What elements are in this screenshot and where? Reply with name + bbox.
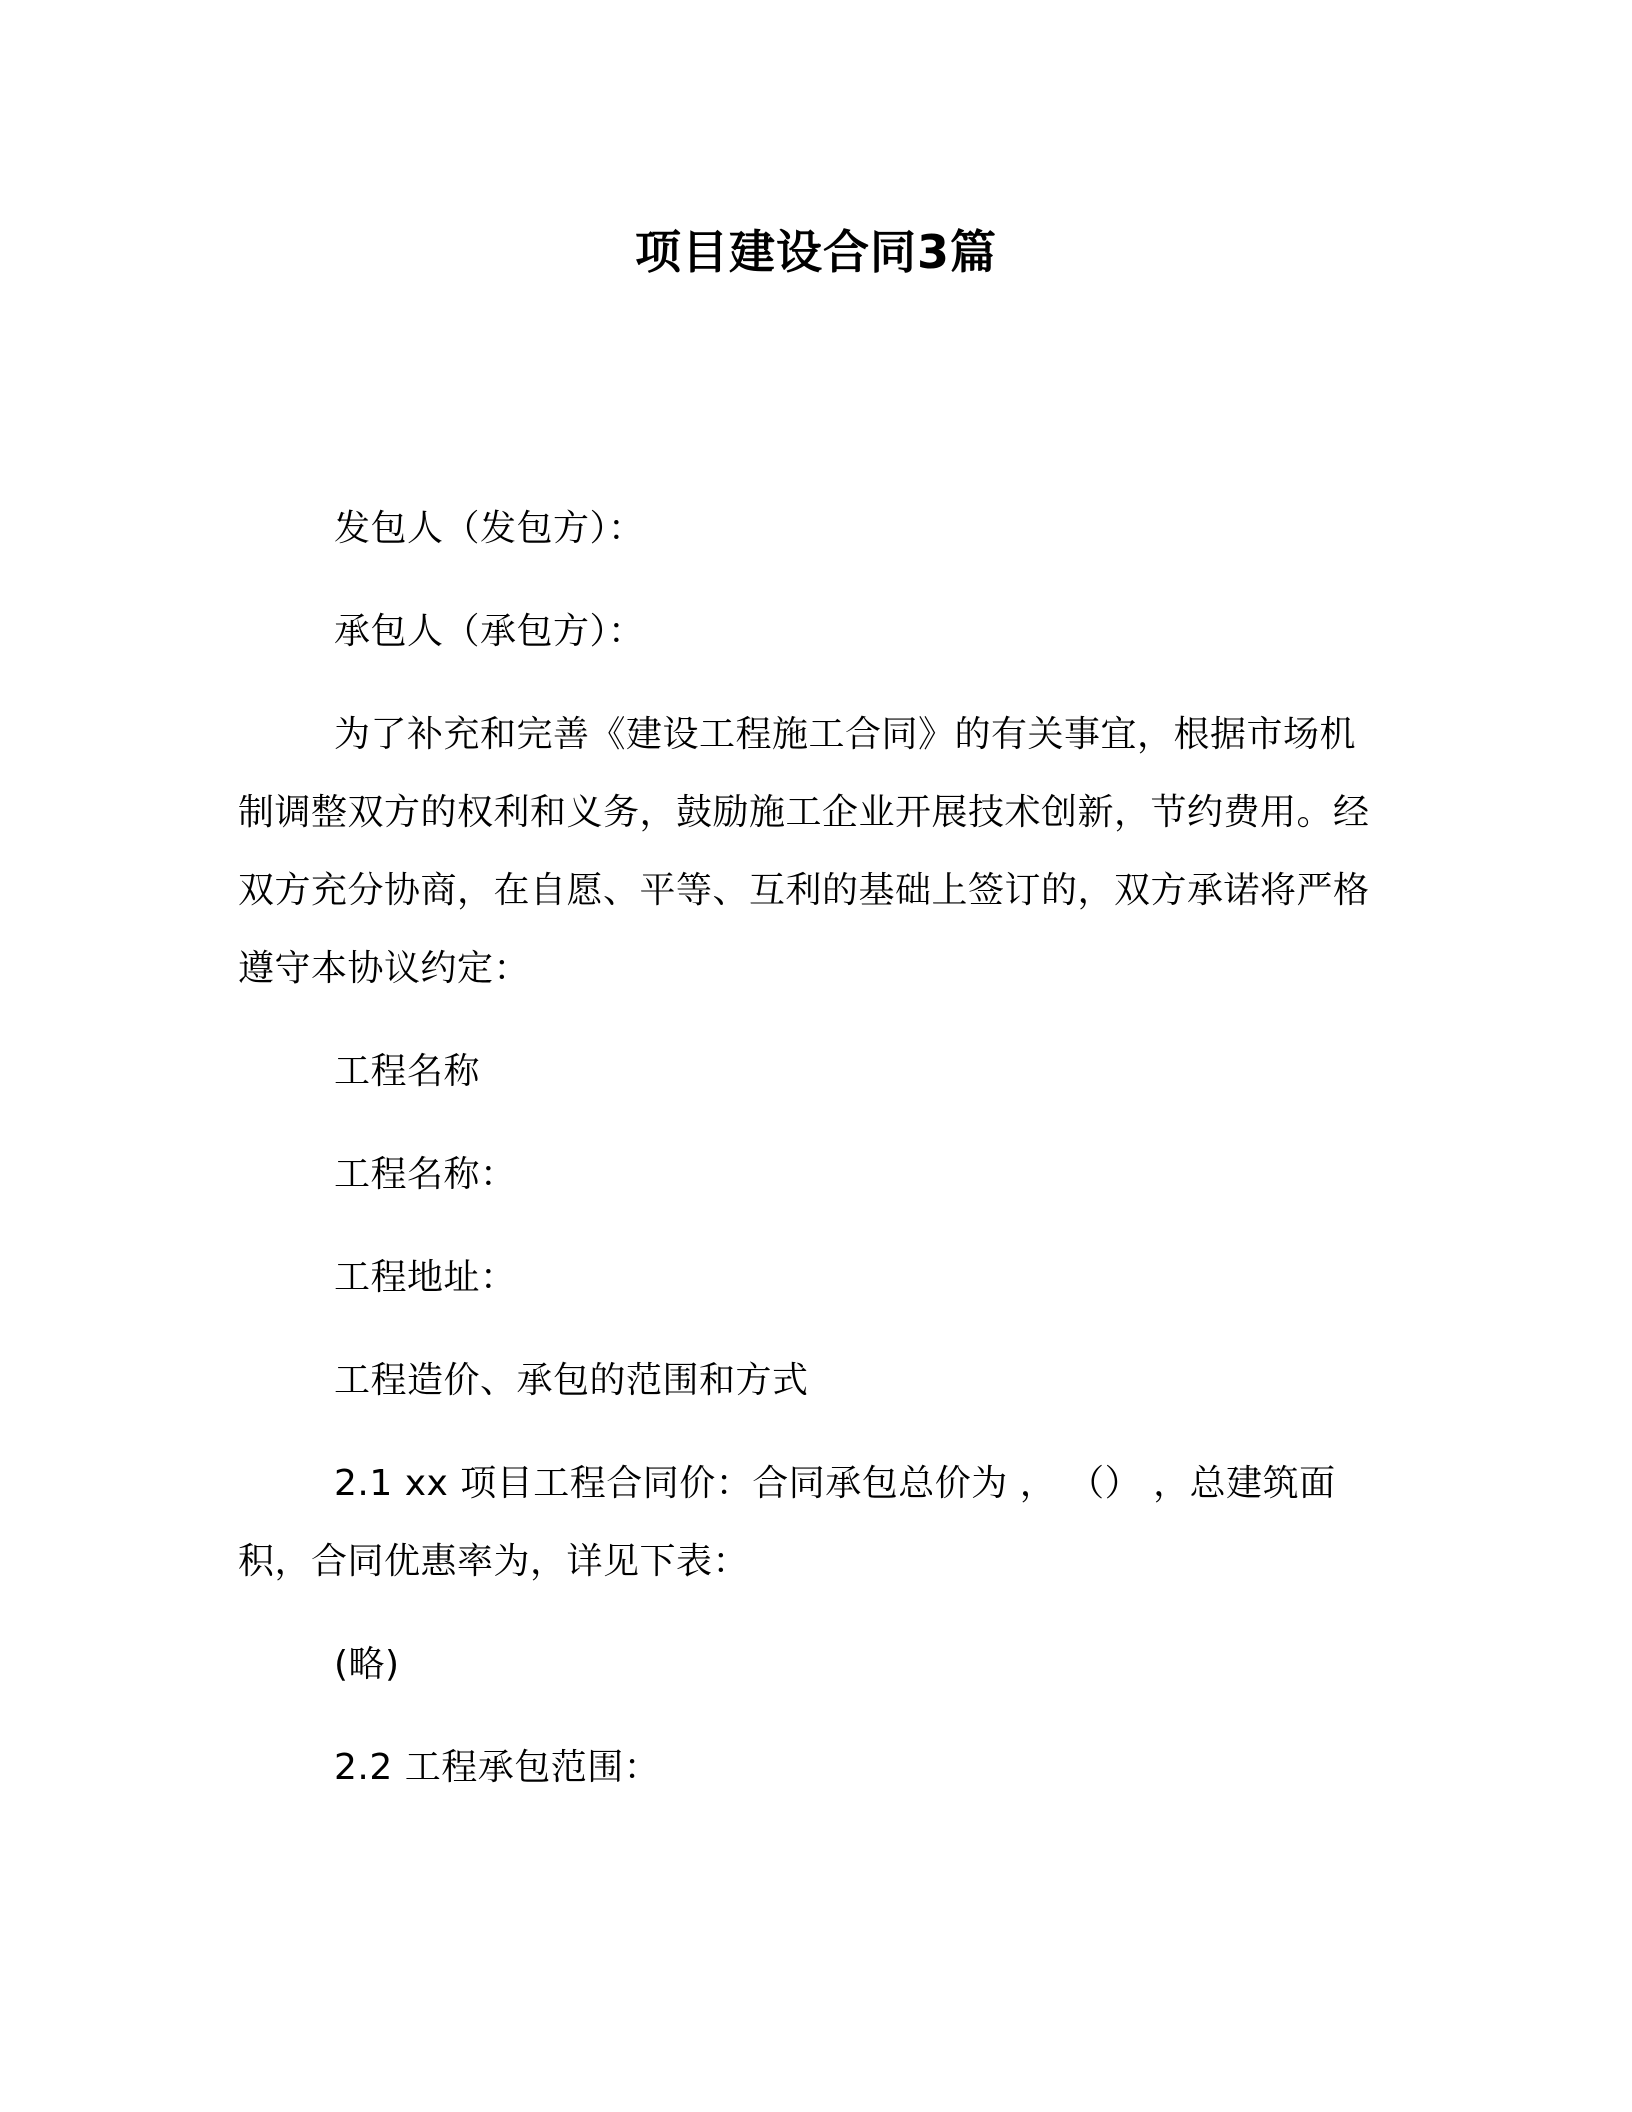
paragraph-project-name: 工程名称： [334, 1154, 517, 1195]
paragraph-employer: 发包人（发包方）： [334, 508, 645, 549]
paragraph-section-cost-scope: 工程造价、承包的范围和方式 [334, 1360, 809, 1401]
paragraph-scope: 2.2 工程承包范围： [334, 1747, 661, 1788]
paragraph-project-address: 工程地址： [334, 1257, 517, 1298]
document-body [238, 490, 1388, 1832]
document-title: 项目建设合同3篇 [634, 225, 997, 279]
paragraph-preamble: 为了补充和完善《建设工程施工合同》的有关事宜，根据市场机制调整双方的权利和义务，鼓励施工企业开展技术创新，节约费用。经双方充分协商，在自愿、平等、互利的基础上签订的，双方承诺将严格遵守本协议约定： [238, 714, 1370, 989]
paragraph-omitted: (略) [334, 1644, 400, 1685]
paragraph-contractor: 承包人（承包方）： [334, 611, 645, 652]
paragraph-section-project-name: 工程名称 [334, 1051, 481, 1092]
paragraph-contract-price: 2.1 xx 项目工程合同价：合同承包总价为 ， （） ，总建筑面积，合同优惠率为，详见下表： [238, 1463, 1336, 1582]
